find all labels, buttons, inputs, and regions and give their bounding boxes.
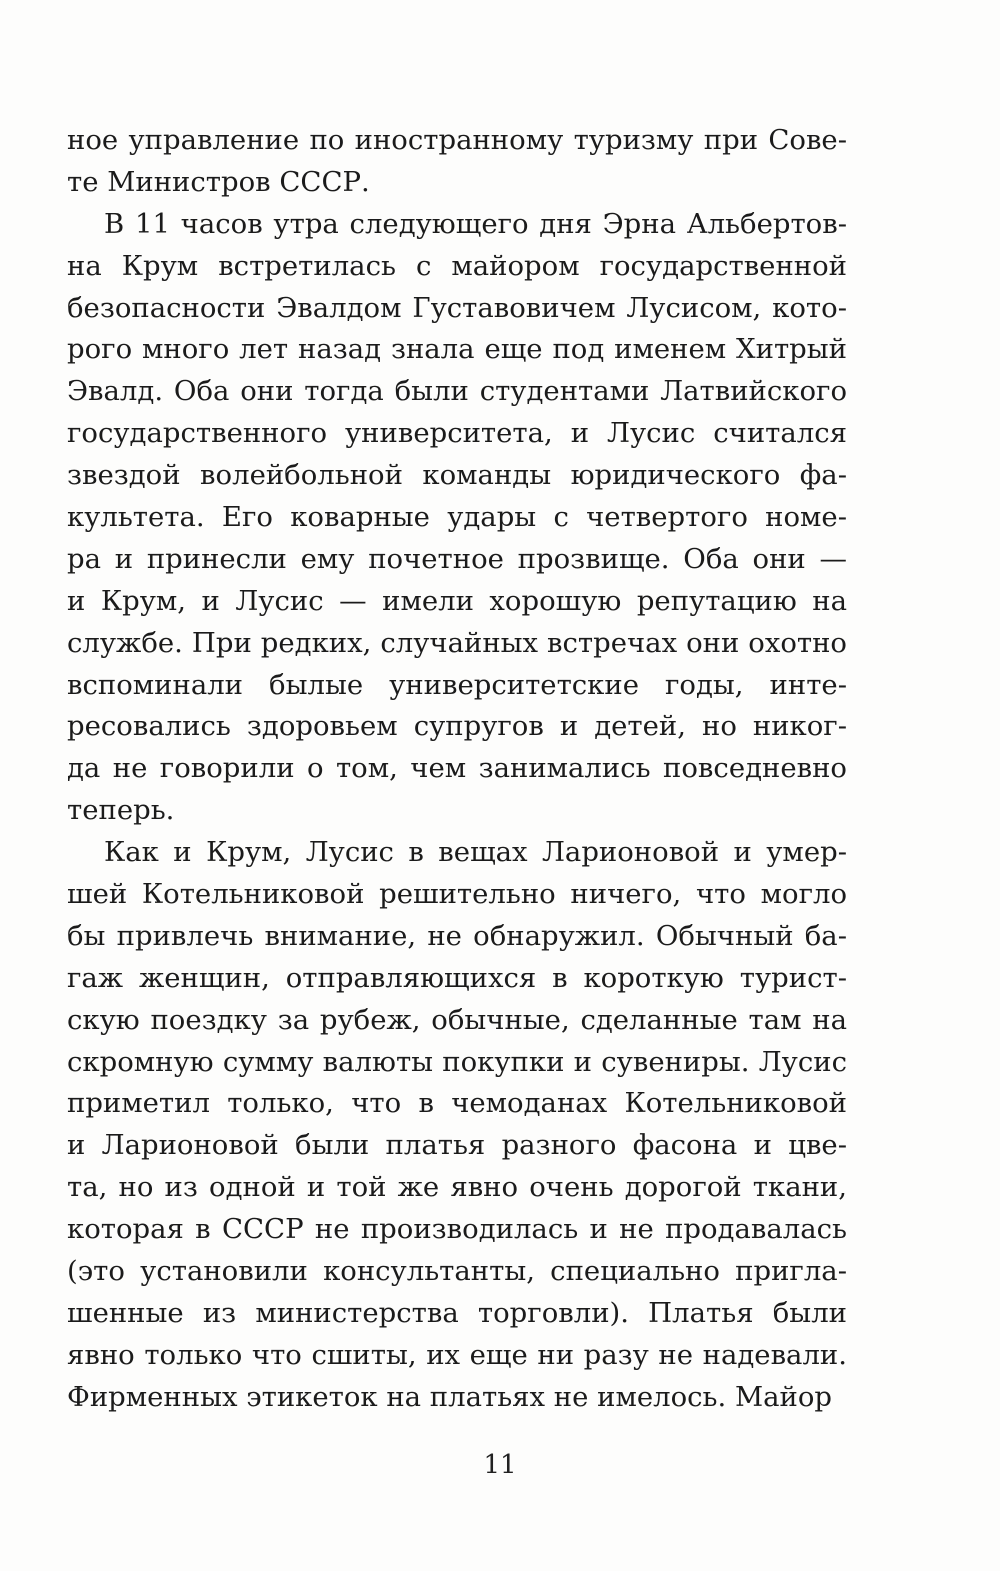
text-line: государственного университета, и Лусис считался: [67, 417, 847, 450]
body-text: [67, 120, 847, 1419]
paragraph: [67, 120, 847, 204]
page-number: 11: [483, 1450, 517, 1480]
text-line: бы привлечь внимание, не обнаружил. Обычный ба-: [67, 919, 847, 952]
text-line: и Ларионовой были платья разного фасона и цве-: [67, 1129, 847, 1162]
text-line: гаж женщин, отправляющихся в короткую турист-: [67, 961, 847, 994]
text-line: В 11 часов утра следующего дня Эрна Альбертов-: [104, 207, 847, 240]
text-line: Эвалд. Оба они тогда были студентами Латвийского: [67, 375, 847, 408]
text-line: шенные из министерства торговли). Платья были: [67, 1296, 847, 1329]
paragraph: [67, 204, 847, 832]
text-line: Как и Крум, Лусис в вещах Ларионовой и умер-: [104, 836, 847, 869]
text-line: службе. При редких, случайных встречах они охотно: [67, 626, 847, 659]
text-line: рого много лет назад знала еще под именем Хитрый: [67, 333, 847, 366]
text-line: да не говорили о том, чем занимались повседневно: [67, 752, 847, 785]
text-line: ресовались здоровьем супругов и детей, но никог-: [67, 710, 847, 743]
text-line: ное управление по иностранному туризму при Сове-: [67, 124, 847, 156]
text-line: вспоминали былые университетские годы, инте-: [67, 668, 847, 701]
text-line: теперь.: [67, 794, 175, 827]
text-line: та, но из одной и той же явно очень дорогой ткани,: [67, 1171, 847, 1204]
text-line: скую поездку за рубеж, обычные, сделанные там на: [67, 1003, 847, 1036]
text-line: (это установили консультанты, специально пригла-: [67, 1255, 847, 1288]
paragraph: [67, 832, 847, 1418]
text-line: ра и принесли ему почетное прозвище. Оба они —: [67, 542, 847, 575]
text-line: те Министров СССР.: [67, 165, 370, 198]
text-line: безопасности Эвалдом Густавовичем Лусисом, кото-: [67, 291, 847, 324]
text-line: скромную сумму валюты покупки и сувениры. Лусис: [67, 1045, 847, 1078]
text-line: явно только что сшиты, их еще ни разу не надевали.: [67, 1338, 847, 1371]
text-line: шей Котельниковой решительно ничего, что могло: [67, 878, 847, 911]
text-line: Фирменных этикеток на платьях не имелось. Майор: [67, 1380, 833, 1413]
text-line: приметил только, что в чемоданах Котельниковой: [67, 1087, 847, 1120]
text-line: и Крум, и Лусис — имели хорошую репутацию на: [67, 584, 847, 617]
text-line: которая в СССР не производилась и не продавалась: [67, 1213, 847, 1246]
text-line: звездой волейбольной команды юридического фа-: [67, 459, 847, 492]
text-line: на Крум встретилась с майором государственной: [67, 249, 847, 282]
text-line: культета. Его коварные удары с четвертого номе-: [67, 501, 847, 534]
